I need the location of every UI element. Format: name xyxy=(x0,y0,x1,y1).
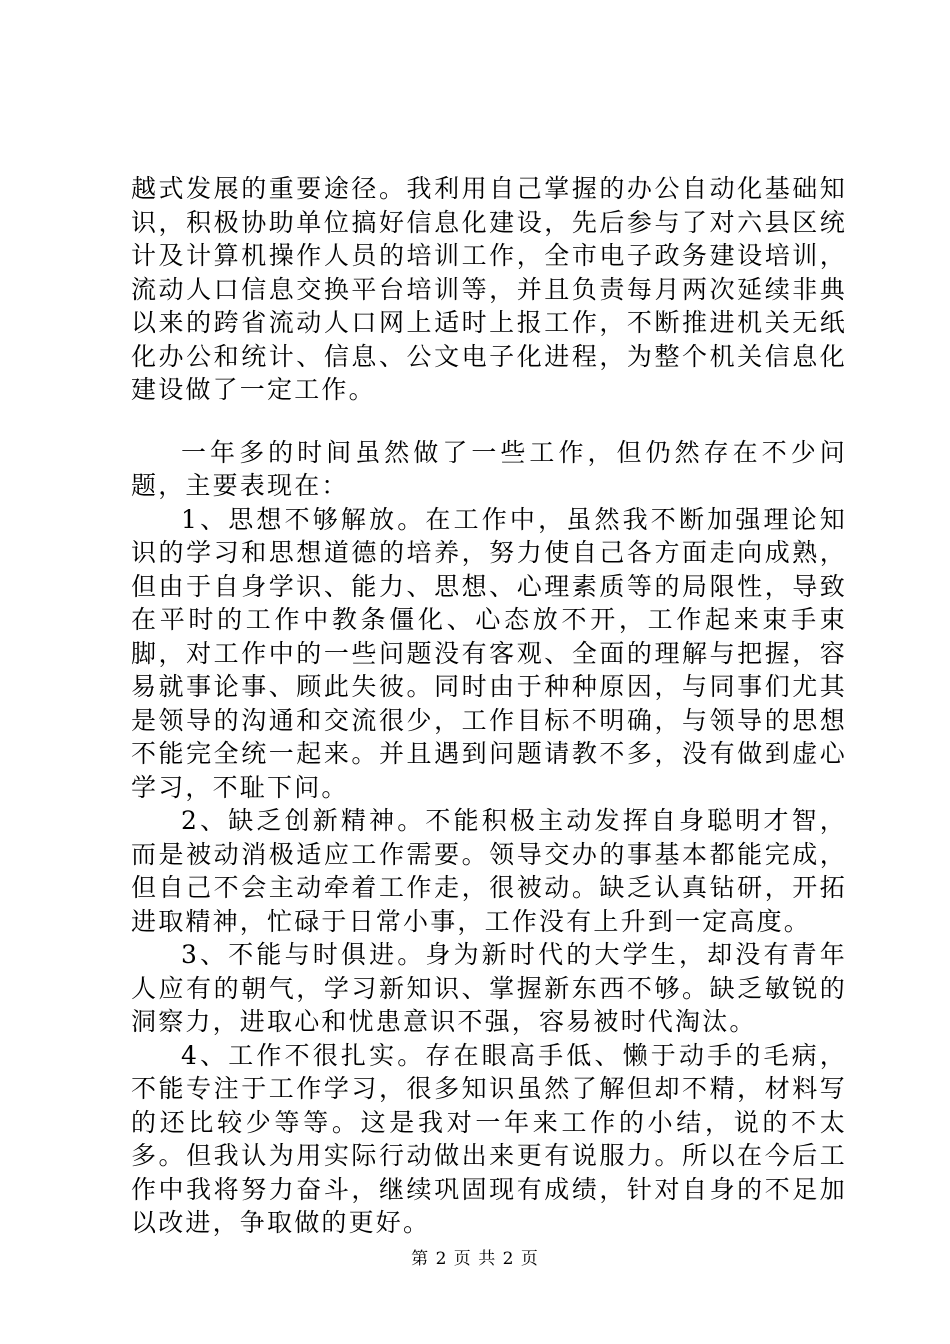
paragraph-intro-problems: 一年多的时间虽然做了一些工作，但仍然存在不少问题，主要表现在： xyxy=(131,437,847,500)
paragraph-continuation: 越式发展的重要途径。我利用自己掌握的办公自动化基础知识，积极协助单位搞好信息化建设，先后参与了对六县区统计及计算机操作人员的培训工作，全市电子政务建设培训，流动人口信息交换平台培训等，并且负责每月两次延续非典以来的跨省流动人口网上适时上报工作，不断推进机关无纸化办公和统计、信息、公文电子化进程，为整个机关信息化建设做了一定工作。 xyxy=(131,174,847,404)
paragraph-item-3: 3、不能与时俱进。身为新时代的大学生，却没有青年人应有的朝气，学习新知识、掌握新东西不够。缺乏敏锐的洞察力，进取心和忧患意识不强，容易被时代淘汰。 xyxy=(131,940,847,1036)
paragraph-item-2: 2、缺乏创新精神。不能积极主动发挥自身聪明才智，而是被动消极适应工作需要。领导交办的事基本都能完成，但自己不会主动牵着工作走，很被动。缺乏认真钻研，开拓进取精神，忙碌于日常小事，工作没有上升到一定高度。 xyxy=(131,806,847,936)
paragraph-item-4: 4、工作不很扎实。存在眼高手低、懒于动手的毛病，不能专注于工作学习，很多知识虽然了解但却不精，材料写的还比较少等等。这是我对一年来工作的小结，说的不太多。但我认为用实际行动做出来更有说服力。所以在今后工作中我将努力奋斗，继续巩固现有成绩，针对自身的不足加以改进，争取做的更好。 xyxy=(131,1040,847,1237)
paragraph-item-1: 1、思想不够解放。在工作中，虽然我不断加强理论知识的学习和思想道德的培养，努力使自己各方面走向成熟，但由于自身学识、能力、思想、心理素质等的局限性，导致在平时的工作中教条僵化、心态放不开，工作起来束手束脚，对工作中的一些问题没有客观、全面的理解与把握，容易就事论事、顾此失彼。同时由于种种原因，与同事们尤其是领导的沟通和交流很少，工作目标不明确，与领导的思想不能完全统一起来。并且遇到问题请教不多，没有做到虚心学习，不耻下问。 xyxy=(131,504,847,802)
page-number-footer: 第 2 页 共 2 页 xyxy=(411,1249,539,1269)
document-body xyxy=(131,172,847,1240)
